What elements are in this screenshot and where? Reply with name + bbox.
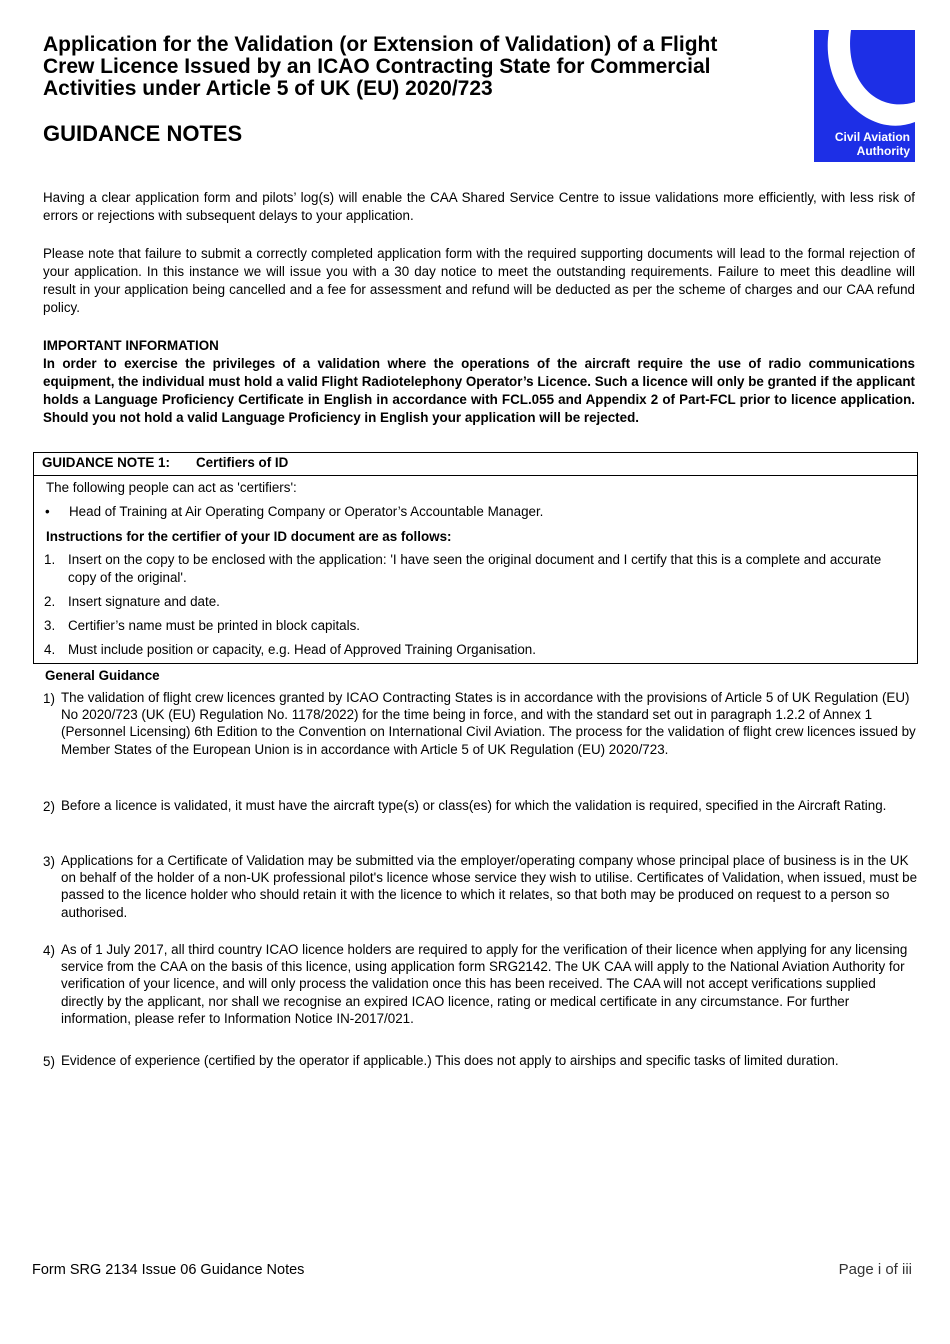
intro-paragraph-1: Having a clear application form and pilots’ log(s) will enable the CAA Shared Service Centre to issue validations more efficiently, with less risk of errors or rejections with subsequent delays to your application. [43, 190, 915, 223]
title-line: Crew Licence Issued by an ICAO Contracting State for Commercial [43, 55, 711, 78]
logo-text-line: Authority [856, 144, 910, 158]
title-line: Application for the Validation (or Extension of Validation) of a Flight [43, 33, 718, 56]
guidance-note-1-box [33, 452, 918, 664]
instruction-item: Insert signature and date. [68, 594, 220, 609]
page-number: Page i of iii [838, 1261, 912, 1278]
document-title [43, 34, 803, 100]
instruction-number: 1. [44, 552, 56, 567]
instruction-item: Insert on the copy to be enclosed with the application: 'I have seen the original document and I certify that this is a complete and accurate copy of the original'. [68, 552, 882, 585]
instruction-number: 4. [44, 642, 56, 657]
logo-text-line: Civil Aviation [834, 130, 910, 144]
general-item-number: 2) [43, 799, 55, 814]
bullet-icon: • [45, 504, 50, 519]
instruction-item: Must include position or capacity, e.g. Head of Approved Training Organisation. [68, 642, 536, 657]
general-item-number: 3) [43, 854, 55, 869]
general-guidance-heading: General Guidance [45, 668, 160, 683]
general-item-number: 4) [43, 943, 55, 958]
general-item-text: As of 1 July 2017, all third country ICAO licence holders are required to apply for the verification of their licence when applying for any licensing service from the CAA on the basis of this licence, using application form SRG2142. The UK CAA will apply to the National Aviation Authority for verification of your licence, and will only process the validation once this has been received. The CAA will not accept verifications supplied directly by the applicant, nor shall we recognise an expired ICAO licence, rating or medical certificate in any circumstance. For further information, please refer to Information Notice IN-2017/021. [61, 942, 908, 1026]
title-line: Activities under Article 5 of UK (EU) 2020/723 [43, 77, 493, 100]
general-item-text: Evidence of experience (certified by the operator if applicable.) This does not apply to airships and specific tasks of limited duration. [61, 1053, 839, 1068]
guidance-notes-heading: GUIDANCE NOTES [43, 121, 243, 146]
caa-logo [814, 30, 915, 162]
general-item-text: Applications for a Certificate of Validation may be submitted via the employer/operating company whose principal place of business is in the UK on behalf of the holder of a non-UK professional pilot's licence whose service they wish to utilise. Certificates of Validation, when issued, must be passed to the licence holder who should retain it with the licence to which it relates, so that both may be produced on request to a person so authorised. [61, 853, 918, 920]
general-item-number: 5) [43, 1054, 55, 1069]
certifier-bullet-item: Head of Training at Air Operating Company or Operator’s Accountable Manager. [69, 504, 544, 519]
general-item-number: 1) [43, 691, 55, 706]
general-item-text: The validation of flight crew licences granted by ICAO Contracting States is in accordance with the provisions of Article 5 of UK Regulation (EU) No 2020/723 (UK (EU) Regulation No. 1178/2022) for the time being in force, and with the standard set out in paragraph 1.2.2 of Annex 1 (Personnel Licensing) 6th Edition to the Convention on International Civil Aviation. The process for the validation of flight crew licences issued by Member States of the European Union is in accordance with Article 5 of UK Regulation (EU) 2020/723. [61, 690, 916, 757]
certifiers-intro: The following people can act as 'certifiers': [46, 480, 297, 495]
caa-logo-text [835, 130, 910, 158]
instruction-number: 3. [44, 618, 56, 633]
guidance-note-1-header [34, 453, 917, 476]
instructions-heading: Instructions for the certifier of your ID document are as follows: [46, 529, 452, 544]
important-information-label: IMPORTANT INFORMATION [43, 338, 219, 353]
instruction-number: 2. [44, 594, 56, 609]
form-reference: Form SRG 2134 Issue 06 Guidance Notes [32, 1262, 305, 1278]
guidance-note-1-title: Certifiers of ID [196, 455, 289, 470]
instruction-item: Certifier’s name must be printed in block capitals. [68, 618, 360, 633]
important-information-text: In order to exercise the privileges of a validation where the operations of the aircraft require the use of radio communications equipment, the individual must hold a valid Flight Radiotelephony Operator’s Licence. Such a licence will only be granted if the applicant holds a Language Proficiency Certificate in English in accordance with FCL.055 and Appendix 2 of Part-FCL prior to licence application. Should you not hold a valid Language Proficiency in English your application will be rejected. [43, 356, 915, 425]
general-item-text: Before a licence is validated, it must have the aircraft type(s) or class(es) for which the validation is required, specified in the Aircraft Rating. [61, 798, 887, 813]
intro-paragraph-2: Please note that failure to submit a correctly completed application form with the required supporting documents will lead to the formal rejection of your application. In this instance we will issue you with a 30 day notice to meet the outstanding requirements. Failure to meet this deadline will result in your application being cancelled and a fee for assessment and refund will be deducted as per the scheme of charges and our CAA refund policy. [43, 246, 915, 315]
guidance-note-1-label: GUIDANCE NOTE 1: [42, 455, 170, 470]
